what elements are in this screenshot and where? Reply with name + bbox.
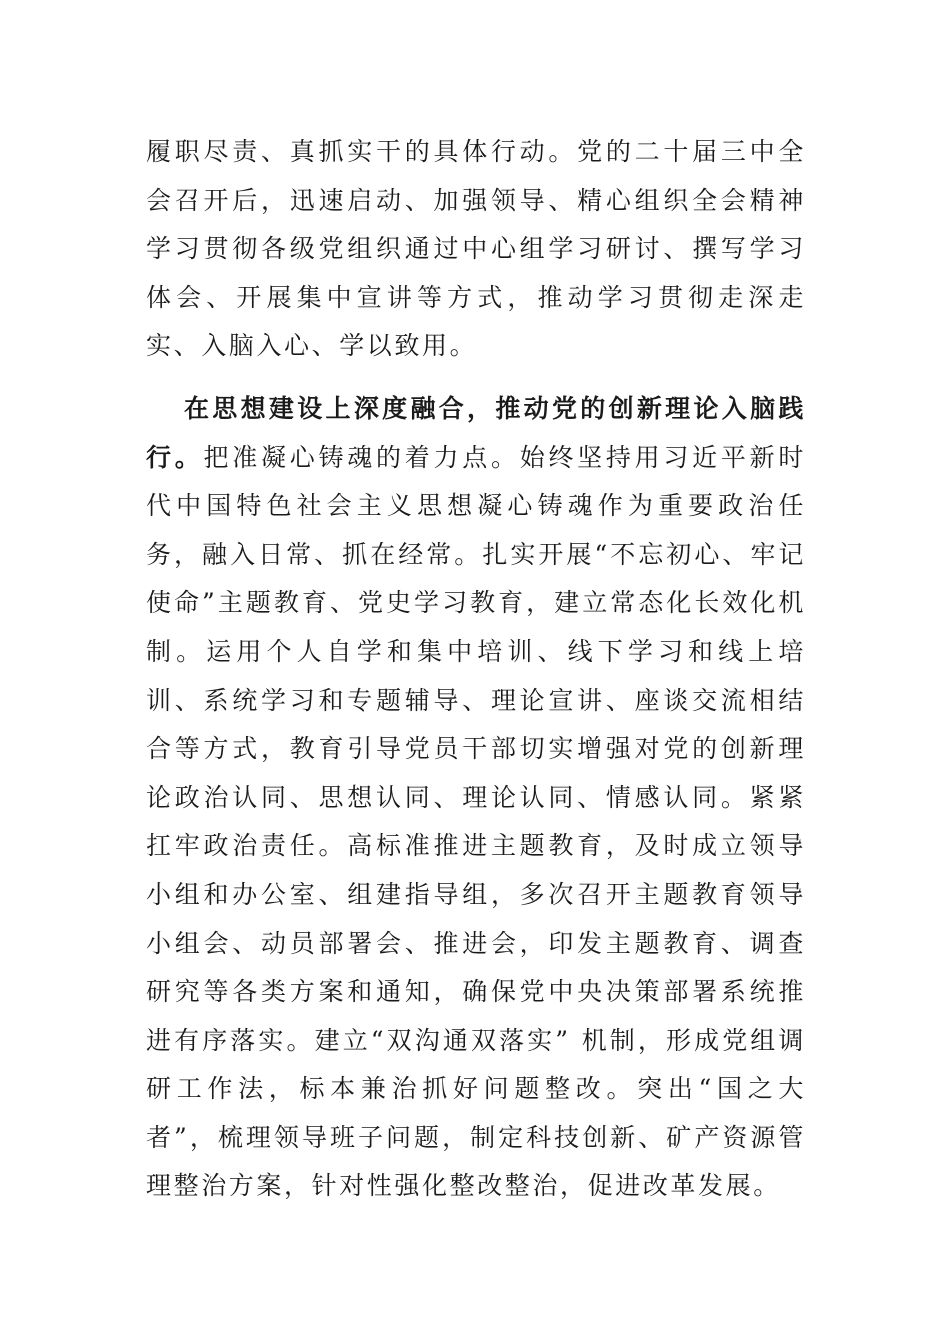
paragraph-continuation: 履职尽责、真抓实干的具体行动。党的二十届三中全会召开后，迅速启动、加强领导、精心组织全会精神学习贯彻各级党组织通过中心组学习研讨、撰写学习体会、开展集中宣讲等方式，推动学习贯彻走深走实、入脑入心、学以致用。: [146, 137, 806, 361]
paragraph-heading: 在思想建设上深度融合，推动党的创新理论入脑践行。: [146, 393, 806, 472]
document-page: [146, 128, 806, 1211]
paragraph-body: 把准凝心铸魂的着力点。始终坚持用习近平新时代中国特色社会主义思想凝心铸魂作为重要政治任务，融入日常、抓在经常。扎实开展“不忘初心、牢记使命”主题教育、党史学习教育，建立常态化长效化机制。运用个人自学和集中培训、线下学习和线上培训、系统学习和专题辅导、理论宣讲、座谈交流相结合等方式，教育引导党员干部切实增强对党的创新理论政治认同、思想认同、理论认同、情感认同。紧紧扛牢政治责任。高标准推进主题教育，及时成立领导小组和办公室、组建指导组，多次召开主题教育领导小组会、动员部署会、推进会，印发主题教育、调查研究等各类方案和通知，确保党中央决策部署系统推进有序落实。建立“双沟通双落实” 机制，形成党组调研工作法，标本兼治抓好问题整改。突出“国之大者”，梳理领导班子问题，制定科技创新、矿产资源管理整治方案，针对性强化整改整治，促进改革发展。: [146, 442, 806, 1201]
paragraph-thought-building: [146, 385, 806, 1211]
